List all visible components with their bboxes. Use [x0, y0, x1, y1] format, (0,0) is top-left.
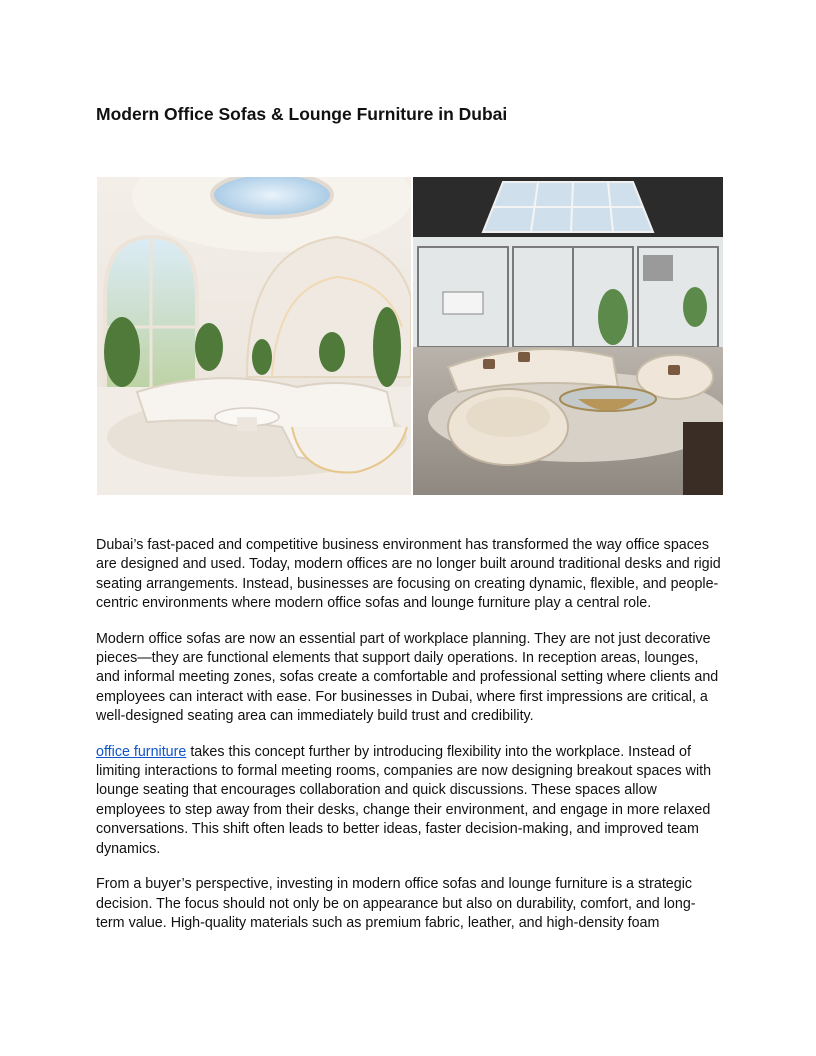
paragraph-lounge-text: takes this concept further by introducing flexibility into the workplace. Instead of limiting interactions to formal meeting rooms, companies are now designing breakout spaces with lounge seating that encourages collaboration and quick discussions. These spaces allow employees to step away from their desks, change their environment, and engage in more relaxed conversations. This shift often leads to better ideas, faster decision-making, and improved team dynamics.	[96, 743, 712, 857]
white-lounge-image	[97, 177, 411, 495]
page-title: Modern Office Sofas & Lounge Furniture in Dubai	[96, 104, 508, 124]
paragraph-lounge	[96, 743, 724, 859]
paragraph-buyer: From a buyer’s perspective, investing in modern office sofas and lounge furniture is a strategic decision. The focus should not only be on appearance but also on durability, comfort, and long-term value. High-quality materials such as premium fabric, leather, and high-density foam	[96, 876, 696, 931]
office-furniture-link[interactable]: office furniture	[96, 743, 187, 760]
article-body	[96, 536, 724, 949]
office-lounge-image	[413, 177, 723, 495]
paragraph-intro: Dubai’s fast-paced and competitive business environment has transformed the way office spaces are designed and used. Today, modern offices are no longer built around traditional desks and rigid seating arrangements. Instead, businesses are focusing on creating dynamic, flexible, and people-centric environments where modern office sofas and lounge furniture play a central role.	[96, 537, 721, 612]
hero-image	[97, 177, 723, 495]
paragraph-sofas: Modern office sofas are now an essential part of workplace planning. They are not just decorative pieces—they are functional elements that support daily operations. In reception areas, lounges, and informal meeting zones, sofas create a comfortable and professional setting where clients and employees can interact with ease. For businesses in Dubai, where first impressions are critical, a well-designed seating area can immediately build trust and credibility.	[96, 630, 719, 725]
